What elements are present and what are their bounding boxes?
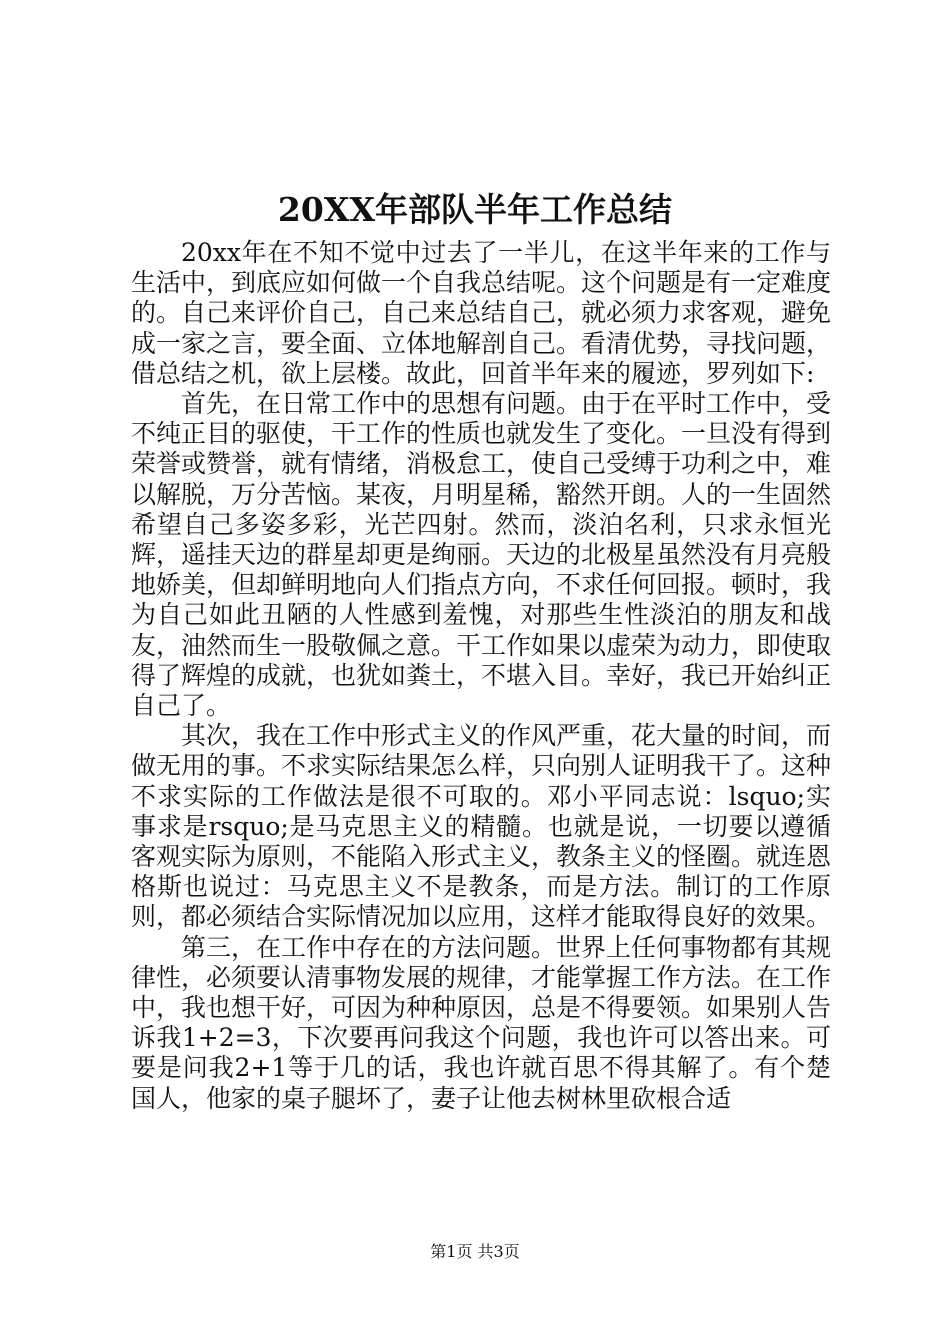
paragraph-first: 首先，在日常工作中的思想有问题。由于在平时工作中，受不纯正目的驱使，干工作的性质也就发生了变化。一旦没有得到荣誉或赞誉，就有情绪，消极怠工，使自己受缚于功利之中，难以解脱，万分苦恼。某夜，月明星稀，豁然开朗。人的一生固然希望自己多姿多彩，光芒四射。然而，淡泊名利，只求永恒光辉，遥挂天边的群星却更是绚丽。天边的北极星虽然没有月亮般地娇美，但却鲜明地向人们指点方向，不求任何回报。顿时，我为自己如此丑陋的人性感到羞愧，对那些生性淡泊的朋友和战友，油然而生一股敬佩之意。干工作如果以虚荣为动力，即使取得了辉煌的成就，也犹如粪土，不堪入目。幸好，我已开始纠正自己了。 [131, 389, 832, 721]
paragraph-third: 第三，在工作中存在的方法问题。世界上任何事物都有其规律性，必须要认清事物发展的规律，才能掌握工作方法。在工作中，我也想干好，可因为种种原因，总是不得要领。如果别人告诉我1+2=3，下次要再问我这个问题，我也许可以答出来。可要是问我2+1等于几的话，我也许就百思不得其解了。有个楚国人，他家的桌子腿坏了，妻子让他去树林里砍根合适 [131, 932, 832, 1113]
paragraph-second: 其次，我在工作中形式主义的作风严重，花大量的时间，而做无用的事。不求实际结果怎么样，只向别人证明我干了。这种不求实际的工作做法是很不可取的。邓小平同志说：lsquo;实事求是rsquo;是马克思主义的精髓。也就是说，一切要以遵循客观实际为原则，不能陷入形式主义，教条主义的怪圈。就连恩格斯也说过：马克思主义不是教条，而是方法。制订的工作原则，都必须结合实际情况加以应用，这样才能取得良好的效果。 [131, 721, 832, 932]
page-number-footer: 第1页 共3页 [430, 1242, 520, 1261]
document-title: 20XX年部队半年工作总结 [277, 190, 673, 229]
document-body [131, 238, 831, 1114]
paragraph-intro: 20xx年在不知不觉中过去了一半儿，在这半年来的工作与生活中，到底应如何做一个自我总结呢。这个问题是有一定难度的。自己来评价自己，自己来总结自己，就必须力求客观，避免成一家之言，要全面、立体地解剖自己。看清优势，寻找问题，借总结之机，欲上层楼。故此，回首半年来的履迹，罗列如下: [131, 238, 832, 388]
